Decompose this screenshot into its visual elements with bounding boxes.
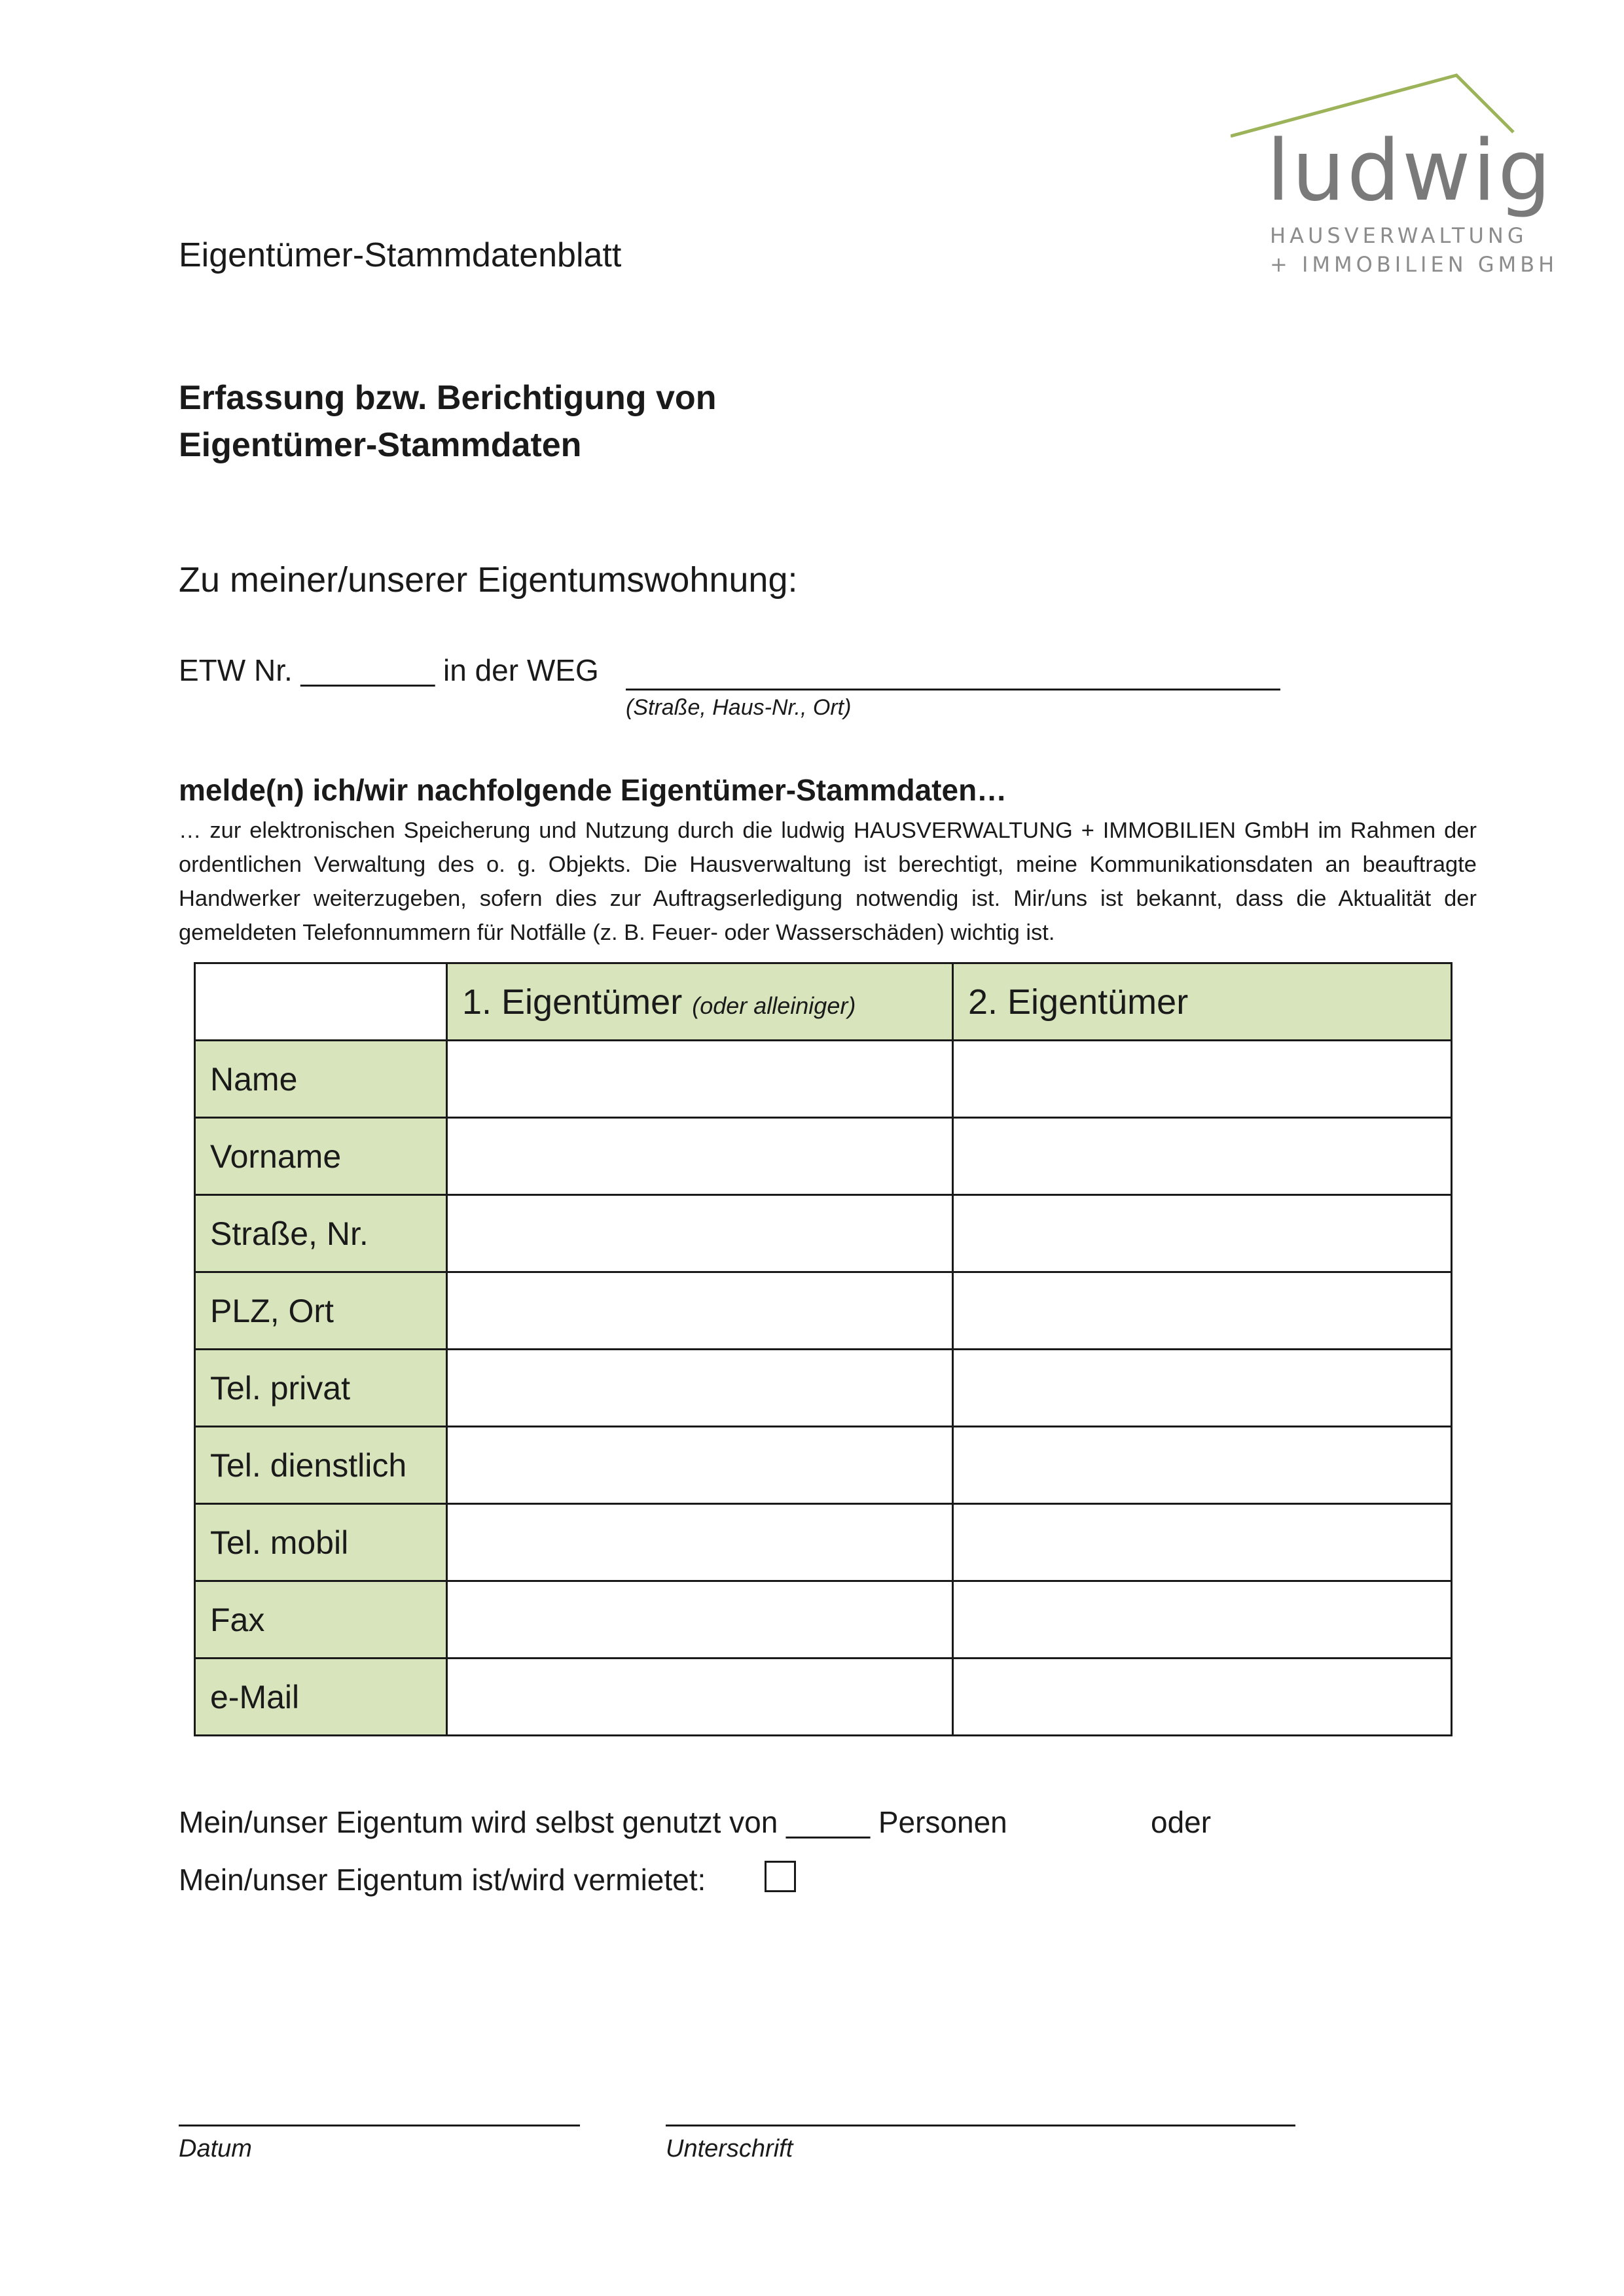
row-label: Tel. privat (195, 1350, 447, 1427)
form-heading-line-1: Erfassung bzw. Berichtigung von (179, 379, 717, 417)
intro-text: Zu meiner/unserer Eigentumswohnung: (179, 560, 798, 600)
table-row (195, 1581, 1452, 1659)
weg-address-caption: (Straße, Haus-Nr., Ort) (626, 695, 852, 720)
owner-1-input[interactable] (447, 1581, 953, 1659)
weg-address-field[interactable] (626, 689, 1280, 691)
owner-data-table (194, 962, 1453, 1736)
owner-2-input[interactable] (953, 1427, 1452, 1504)
owner-1-input[interactable] (447, 1350, 953, 1427)
row-label: Tel. mobil (195, 1504, 447, 1581)
owner-1-header-sub: (oder alleiniger) (692, 992, 856, 1019)
company-logo (1231, 72, 1559, 288)
row-label: PLZ, Ort (195, 1272, 447, 1350)
notice-body: … zur elektronischen Speicherung und Nutzung durch die ludwig HAUSVERWALTUNG + IMMOBILIEN GmbH im Rahmen der ordentlichen Verwaltung des o. g. Objekts. Die Hausverwaltung ist berechtigt, meine Kommunikationsdaten an beauftragte Handwerker weiterzugeben, sofern dies zur Auftragserledigung notwendig ist. Mir/uns ist bekannt, dass die Aktualität der gemeldeten Telefonnummern für Notfälle (z. B. Feuer- oder Wasserschäden) wichtig ist. (179, 818, 1477, 945)
owner-2-input[interactable] (953, 1041, 1452, 1118)
logo-line-2: + IMMOBILIEN GMBH (1270, 252, 1559, 277)
row-label: Fax (195, 1581, 447, 1659)
or-text: oder (1151, 1805, 1212, 1839)
owner-1-header-label: 1. Eigentümer (462, 982, 683, 1022)
logo-line-1: HAUSVERWALTUNG (1270, 223, 1528, 248)
table-row (195, 1118, 1452, 1195)
weg-label: in der WEG (443, 653, 599, 687)
owner-1-input[interactable] (447, 1659, 953, 1736)
etw-prefix: ETW Nr. (179, 653, 293, 687)
table-row (195, 1504, 1452, 1581)
owner-1-header (447, 963, 953, 1041)
owner-1-input[interactable] (447, 1195, 953, 1272)
rented-text: Mein/unser Eigentum ist/wird vermietet: (179, 1863, 706, 1897)
date-field[interactable] (179, 2125, 580, 2126)
row-label: Name (195, 1041, 447, 1118)
signature-field[interactable] (666, 2125, 1295, 2126)
rented-checkbox[interactable] (765, 1861, 796, 1892)
table-row (195, 1041, 1452, 1118)
table-header-row (195, 963, 1452, 1041)
form-heading-line-2: Eigentümer-Stammdaten (179, 426, 582, 464)
row-label: Vorname (195, 1118, 447, 1195)
etw-number-field[interactable]: ________ (300, 653, 435, 687)
table-row (195, 1659, 1452, 1736)
owner-1-input[interactable] (447, 1272, 953, 1350)
owner-2-input[interactable] (953, 1350, 1452, 1427)
logo-wordmark: ludwig (1267, 122, 1553, 220)
owner-2-input[interactable] (953, 1118, 1452, 1195)
owner-2-input[interactable] (953, 1659, 1452, 1736)
row-label: e-Mail (195, 1659, 447, 1736)
table-row (195, 1427, 1452, 1504)
self-use-text: Mein/unser Eigentum wird selbst genutzt von _____ Personen (179, 1805, 1007, 1839)
owner-1-input[interactable] (447, 1427, 953, 1504)
document-title: Eigentümer-Stammdatenblatt (179, 236, 622, 274)
owner-2-input[interactable] (953, 1195, 1452, 1272)
table-row (195, 1350, 1452, 1427)
date-caption: Datum (179, 2135, 252, 2162)
etw-line (179, 653, 599, 688)
owner-2-input[interactable] (953, 1272, 1452, 1350)
row-label: Tel. dienstlich (195, 1427, 447, 1504)
row-label: Straße, Nr. (195, 1195, 447, 1272)
table-row (195, 1272, 1452, 1350)
table-row (195, 1195, 1452, 1272)
form-heading (179, 374, 716, 469)
signature-caption: Unterschrift (666, 2135, 793, 2162)
notice-heading: melde(n) ich/wir nachfolgende Eigentümer-Stammdaten… (179, 773, 1007, 807)
owner-1-input[interactable] (447, 1041, 953, 1118)
owner-2-input[interactable] (953, 1581, 1452, 1659)
owner-1-input[interactable] (447, 1504, 953, 1581)
table-corner-cell (195, 963, 447, 1041)
owner-2-header: 2. Eigentümer (953, 963, 1452, 1041)
owner-1-input[interactable] (447, 1118, 953, 1195)
owner-2-input[interactable] (953, 1504, 1452, 1581)
